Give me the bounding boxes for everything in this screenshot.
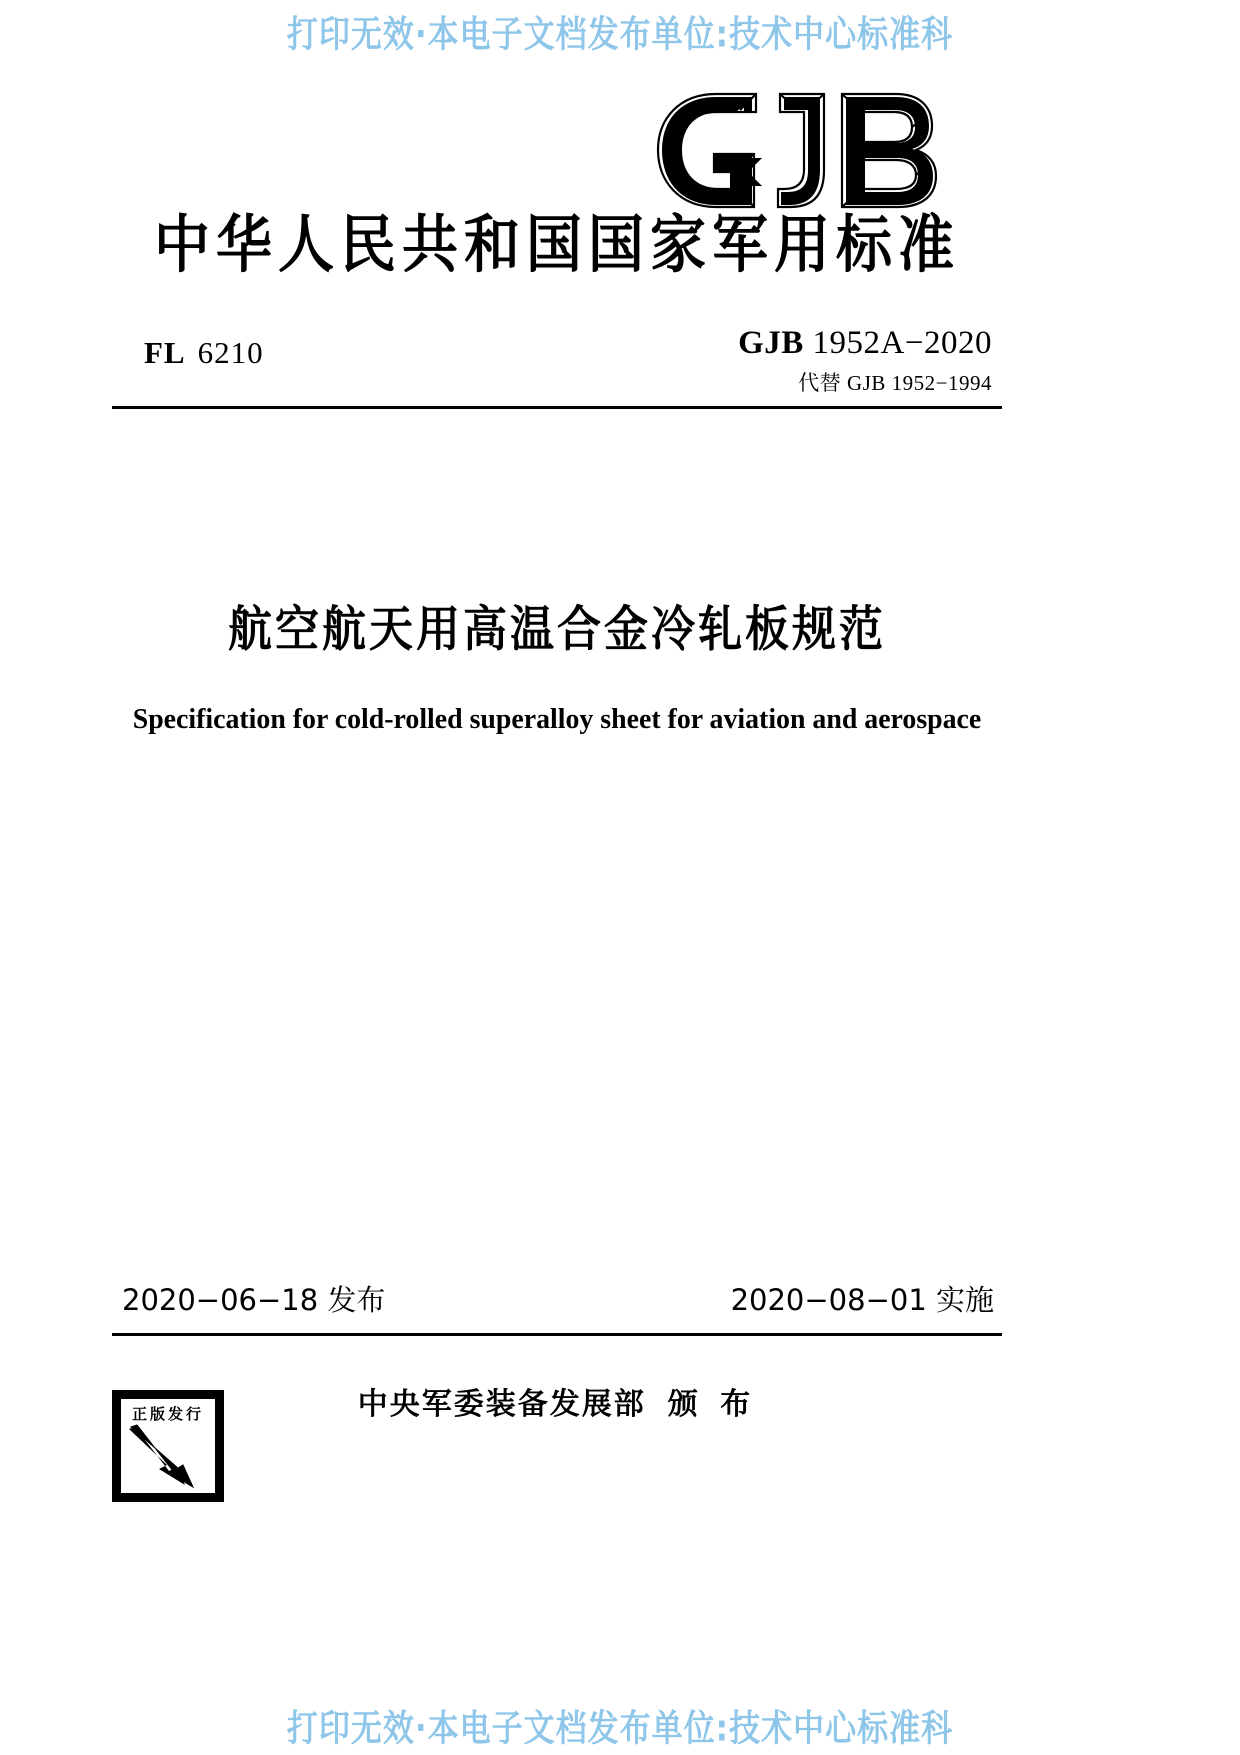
- seal-label: 正版发行: [131, 1405, 204, 1423]
- watermark-bottom: 打印无效·本电子文档发布单位:技术中心标准科: [286, 1707, 954, 1750]
- issue-date: 2020−06−18 发布: [122, 1283, 386, 1317]
- seal-lightning-icon: [121, 1421, 215, 1493]
- standard-number-value: 1952A−2020: [803, 325, 992, 361]
- standard-number-block: [738, 325, 992, 397]
- effective-date: 2020−08−01 实施: [730, 1283, 994, 1317]
- fl-classification-code: [144, 335, 264, 371]
- document-page: [112, 0, 1002, 1755]
- publisher-line: [112, 1379, 1002, 1423]
- gjb-logo: [652, 88, 972, 213]
- footer-divider: [112, 1333, 1002, 1336]
- publisher-verb: 颁 布: [667, 1387, 757, 1422]
- standard-number: [738, 325, 992, 362]
- fl-number: 6210: [197, 335, 264, 370]
- document-title-chinese: 航空航天用高温合金冷轧板规范: [228, 601, 886, 658]
- publisher-organization: 中央军委装备发展部: [357, 1387, 646, 1422]
- date-row: [112, 1278, 1002, 1318]
- header-divider: [112, 406, 1002, 409]
- document-title-english: Specification for cold-rolled superalloy sheet for aviation and aerospace: [132, 703, 982, 735]
- watermark-top: 打印无效·本电子文档发布单位:技术中心标准科: [286, 13, 954, 56]
- fl-label: FL: [144, 335, 186, 370]
- standard-number-prefix: GJB: [738, 325, 804, 361]
- national-standard-title: 中华人民共和国国家军用标准: [154, 209, 960, 282]
- authenticity-seal: [112, 1390, 224, 1502]
- gjb-logo-icon: [652, 88, 972, 213]
- standard-replaces-note: 代替 GJB 1952−1994: [798, 371, 992, 395]
